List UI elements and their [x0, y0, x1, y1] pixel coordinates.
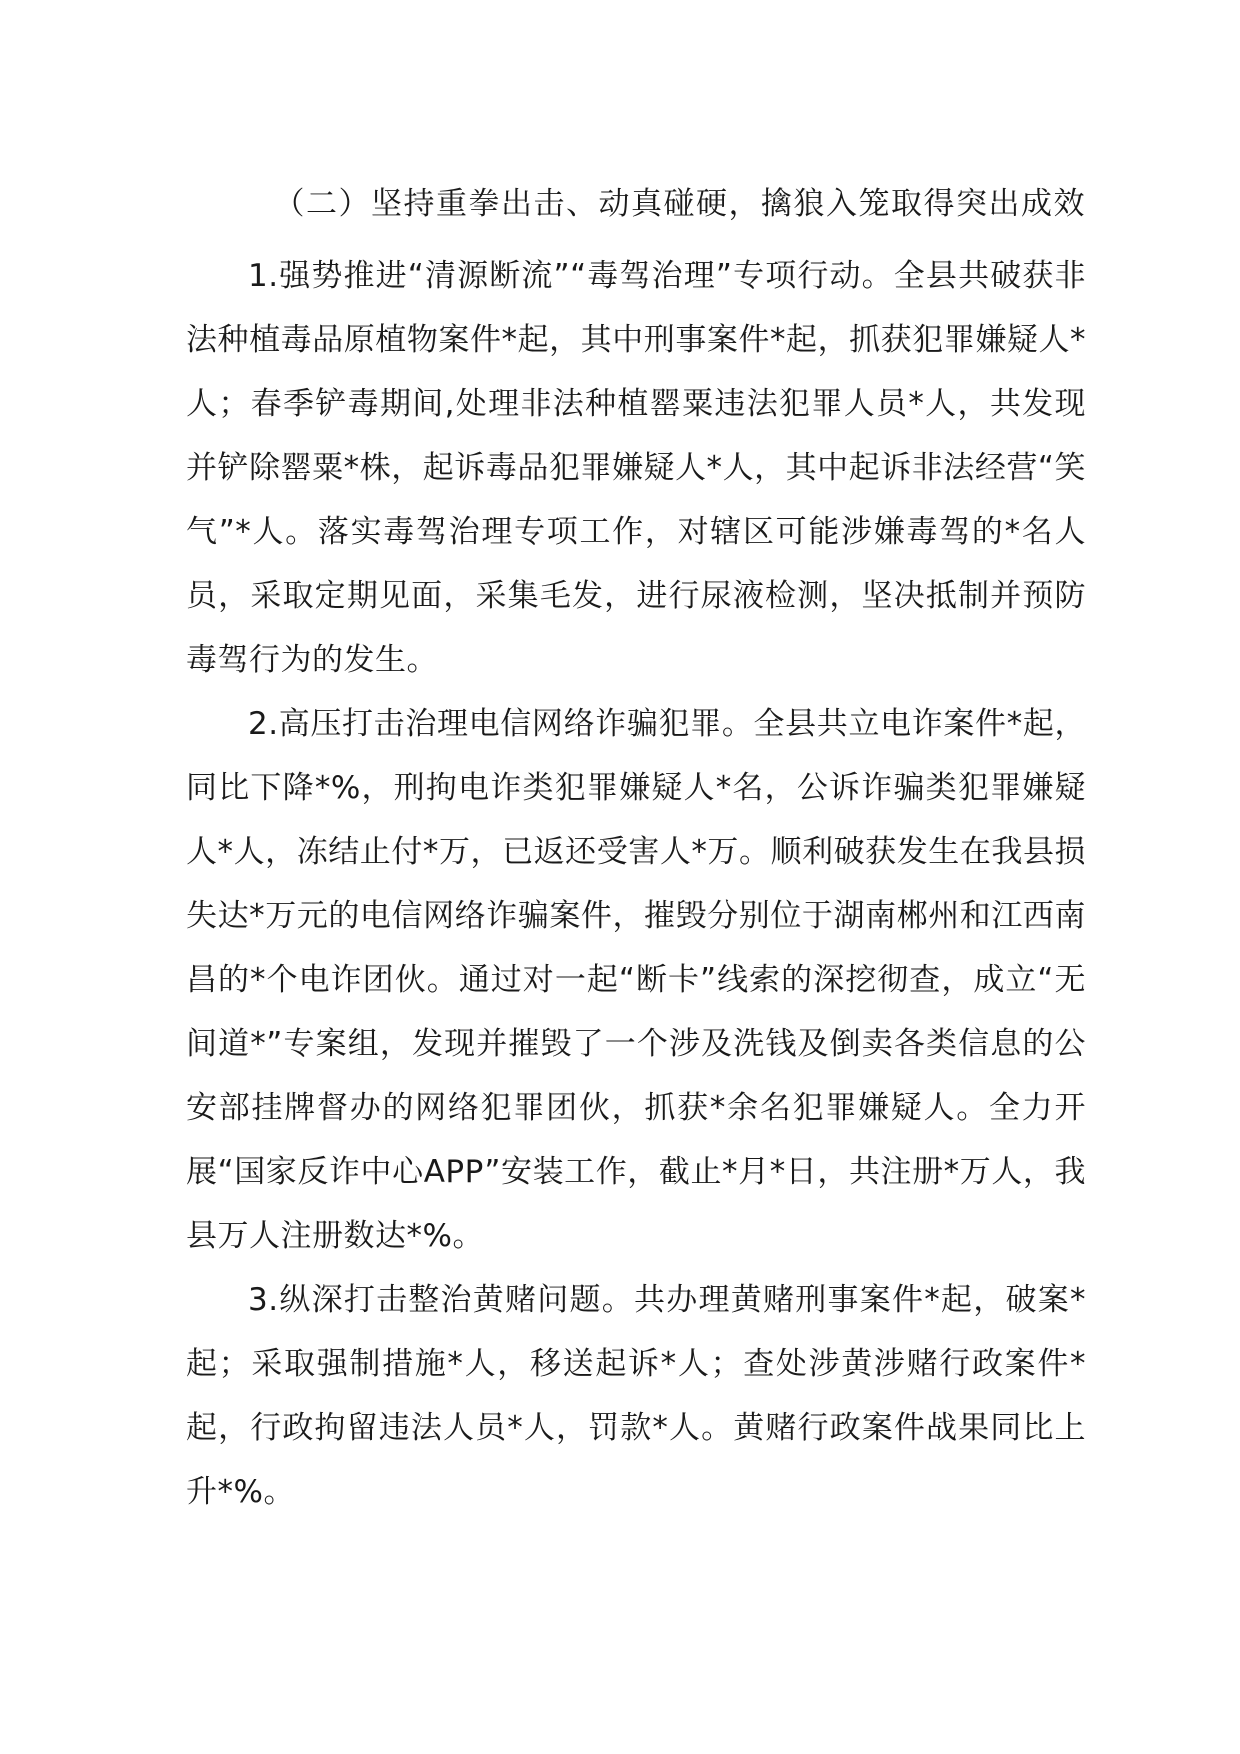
paragraph-telecom-fraud: 2.高压打击治理电信网络诈骗犯罪。全县共立电诈案件*起，同比下降*%，刑拘电诈类犯罪嫌疑人*名，公诉诈骗类犯罪嫌疑人*人，冻结止付*万，已返还受害人*万。顺利破获发生在我县损失达*万元的电信网络诈骗案件，摧毁分别位于湖南郴州和江西南昌的*个电诈团伙。通过对一起“断卡”线索的深挖彻查，成立“无间道*”专案组，发现并摧毁了一个涉及洗钱及倒卖各类信息的公安部挂牌督办的网络犯罪团伙，抓获*余名犯罪嫌疑人。全力开展“国家反诈中心APP”安装工作，截止*月*日，共注册*万人，我县万人注册数达*%。 — [186, 706, 1086, 1254]
paragraph-gambling-pornography: 3.纵深打击整治黄赌问题。共办理黄赌刑事案件*起，破案*起；采取强制措施*人，移送起诉*人；查处涉黄涉赌行政案件*起，行政拘留违法人员*人，罚款*人。黄赌行政案件战果同比上升*%。 — [186, 1282, 1086, 1510]
section-heading: （二）坚持重拳出击、动真碰硬，擒狼入笼取得突出成效 — [273, 186, 1086, 222]
paragraph-drug-control: 1.强势推进“清源断流”“毒驾治理”专项行动。全县共破获非法种植毒品原植物案件*起，其中刑事案件*起，抓获犯罪嫌疑人*人；春季铲毒期间,处理非法种植罂粟违法犯罪人员*人，共发现并铲除罂粟*株，起诉毒品犯罪嫌疑人*人，其中起诉非法经营“笑气”*人。落实毒驾治理专项工作，对辖区可能涉嫌毒驾的*名人员，采取定期见面，采集毛发，进行尿液检测，坚决抵制并预防毒驾行为的发生。 — [186, 258, 1086, 678]
document-page — [186, 172, 1086, 1524]
